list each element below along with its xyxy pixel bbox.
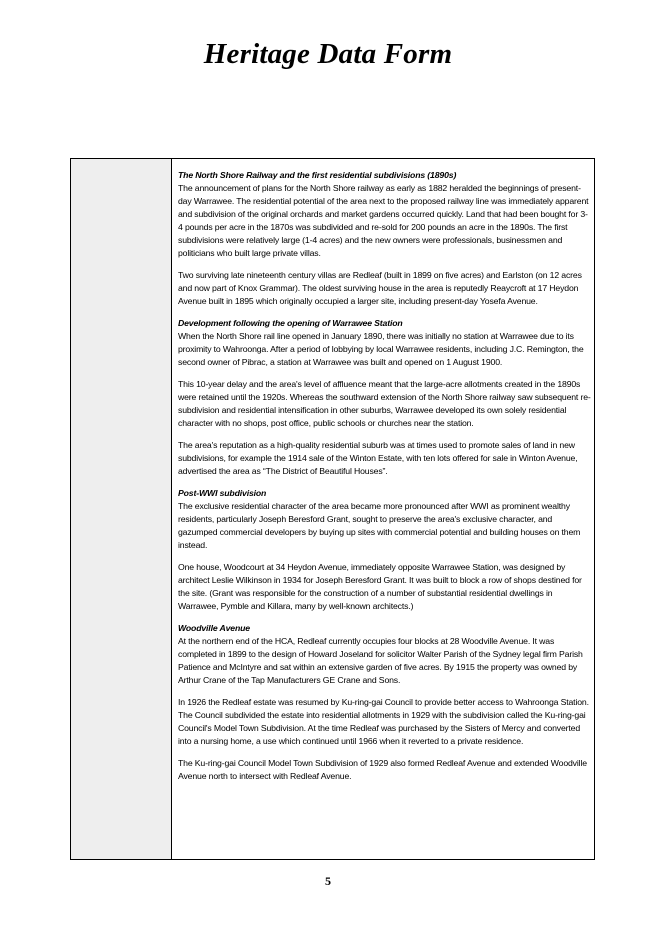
label-column bbox=[71, 159, 172, 859]
paragraph: The area's reputation as a high-quality residential suburb was at times used to promote sales of land in new subdivisions, for example the 1914 sale of the Winton Estate, with ten lots offered for sale in Winton Avenue, advertised the area as “The District of Beautiful Houses”. bbox=[178, 440, 578, 476]
paragraph: The announcement of plans for the North Shore railway as early as 1882 heralded the beginnings of present-day Warrawee. The residential potential of the area next to the proposed railway line was immediately apparent and subdivision of the original orchards and market gardens occurred quickly. Land that had been bought for 3-4 pounds per acre in the 1870s was subdivided and re-sold for 200 pounds an acre in the 1890s. The first subdivisions were relatively large (1-4 acres) and the new owners were professionals, businessmen and politicians who built large private villas. bbox=[178, 183, 589, 258]
history-content bbox=[178, 169, 591, 792]
paragraph: This 10-year delay and the area's level of affluence meant that the large-acre allotments created in the 1890s were retained until the 1920s. Whereas the southward extension of the North Shore railway saw subsequent re-subdivision and residential intensification in other suburbs, Warrawee developed its own solely residential character with no shops, post office, public schools or churches near the station. bbox=[178, 379, 591, 428]
section-heading-station: Development following the opening of Warrawee Station bbox=[178, 318, 403, 328]
paragraph: The Ku-ring-gai Council Model Town Subdivision of 1929 also formed Redleaf Avenue and extended Woodville Avenue north to intersect with Redleaf Avenue. bbox=[178, 758, 587, 781]
paragraph: The exclusive residential character of the area became more pronounced after WWI as prominent wealthy residents, particularly Joseph Beresford Grant, sought to preserve the area's exclusive character, and gazumped commercial developers by buying up sites with commercial potential and building houses on them instead. bbox=[178, 501, 581, 550]
paragraph: At the northern end of the HCA, Redleaf currently occupies four blocks at 28 Woodville Avenue. It was completed in 1899 to the design of Howard Joseland for solicitor Walter Parish of the Sydney legal firm Parish Patience and McIntyre and sat within an extensive garden of five acres. By 1915 the property was owned by Arthur Crane of the Tap Manufacturers GE Crane and Sons. bbox=[178, 636, 583, 685]
paragraph: When the North Shore rail line opened in January 1890, there was initially no station at Warrawee due to its proximity to Wahroonga. After a period of lobbying by local Warrawee residents, including J.C. Remington, the second owner of Pibrac, a station at Warrawee was built and opened on 1 August 1900. bbox=[178, 331, 584, 367]
paragraph: In 1926 the Redleaf estate was resumed by Ku-ring-gai Council to provide better access to Wahroonga Station. The Council subdivided the estate into residential allotments in 1929 with the subdivision called the Ku-ring-gai Council's Model Town Subdivision. At the time Redleaf was purchased by the Sisters of Mercy and converted into a nursing home, a use which continued until 1966 when it reverted to a private residence. bbox=[178, 697, 589, 746]
paragraph: Two surviving late nineteenth century villas are Redleaf (built in 1899 on five acres) and Earlston (on 12 acres and now part of Knox Grammar). The oldest surviving house in the area is reputedly Reaycroft at 17 Heydon Avenue built in 1895 which originally occupied a larger site, including present-day Yosefa Avenue. bbox=[178, 270, 582, 306]
section-heading-post-wwi: Post-WWI subdivision bbox=[178, 488, 267, 498]
heritage-form-table bbox=[70, 158, 595, 860]
page-title: Heritage Data Form bbox=[203, 38, 453, 70]
section-heading-railway: The North Shore Railway and the first residential subdivisions (1890s) bbox=[178, 170, 457, 180]
paragraph: One house, Woodcourt at 34 Heydon Avenue, immediately opposite Warrawee Station, was designed by architect Leslie Wilkinson in 1934 for Joseph Beresford Grant. It was built to block a row of shops destined for the site. (Grant was responsible for the construction of a number of substantial residential dwellings in Warrawee, Pymble and Killara, many by well-known architects.) bbox=[178, 562, 582, 611]
section-heading-woodville: Woodville Avenue bbox=[178, 623, 250, 633]
page-number: 5 bbox=[325, 874, 331, 888]
